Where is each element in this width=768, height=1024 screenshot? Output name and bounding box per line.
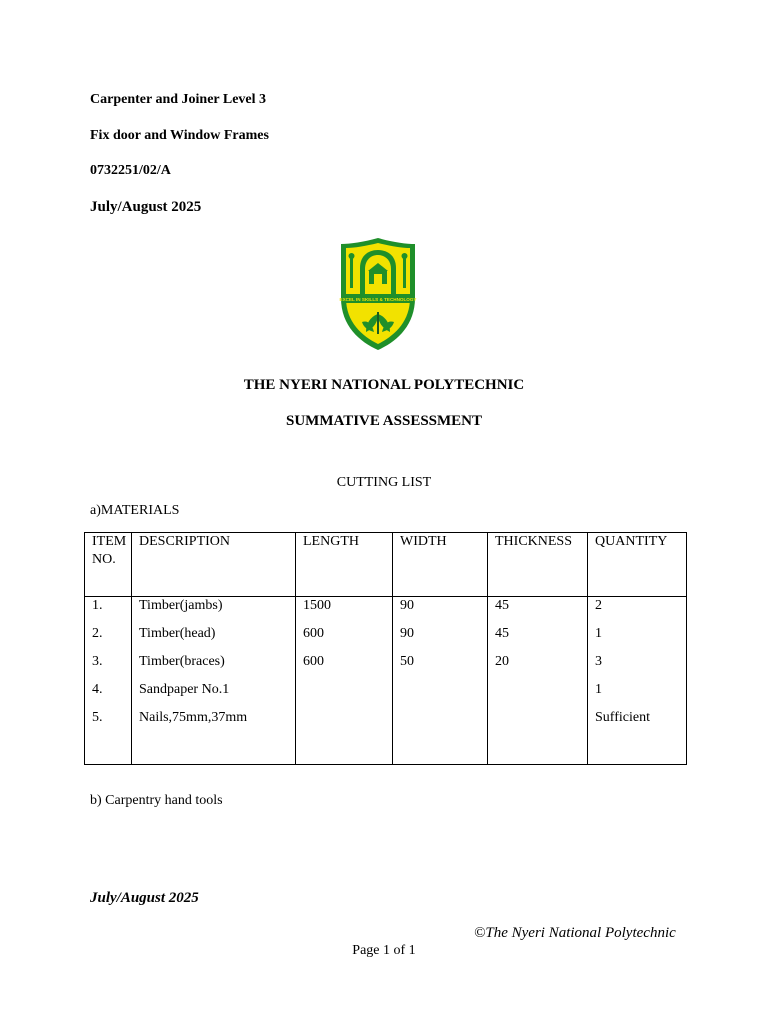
table-cell: 2. bbox=[92, 626, 103, 641]
item-no-column bbox=[85, 597, 132, 765]
header-description: DESCRIPTION bbox=[132, 533, 296, 597]
assessment-title: SUMMATIVE ASSESSMENT bbox=[285, 413, 483, 429]
section-b-heading: b) Carpentry hand tools bbox=[90, 793, 223, 808]
table-cell: Timber(jambs) bbox=[139, 598, 223, 613]
table-cell: Sufficient bbox=[595, 710, 650, 725]
polytechnic-logo bbox=[338, 236, 418, 352]
table-cell: 600 bbox=[303, 626, 324, 641]
institution-name: THE NYERI NATIONAL POLYTECHNIC bbox=[243, 377, 525, 393]
header-thickness: THICKNESS bbox=[488, 533, 588, 597]
unit-title: Fix door and Window Frames bbox=[90, 128, 269, 143]
table-cell: 4. bbox=[92, 682, 103, 697]
header-length: LENGTH bbox=[296, 533, 393, 597]
table-cell bbox=[495, 681, 587, 709]
quantity-column bbox=[588, 597, 687, 765]
header-width: WIDTH bbox=[393, 533, 488, 597]
table-cell: Timber(braces) bbox=[139, 654, 225, 669]
table-cell: 90 bbox=[400, 598, 414, 613]
table-cell bbox=[303, 681, 392, 709]
table-cell: Sandpaper No.1 bbox=[139, 682, 230, 697]
table-cell: 45 bbox=[495, 598, 509, 613]
table-cell bbox=[400, 709, 487, 737]
paper-code: 0732251/02/A bbox=[90, 163, 171, 178]
table-cell: 1. bbox=[92, 598, 103, 613]
description-column bbox=[132, 597, 296, 765]
footer-copyright: ©The Nyeri National Polytechnic bbox=[474, 925, 676, 941]
table-cell: 20 bbox=[495, 654, 509, 669]
exam-date: July/August 2025 bbox=[90, 199, 202, 215]
page-number: Page 1 of 1 bbox=[352, 943, 416, 958]
table-cell: 1 bbox=[595, 626, 602, 641]
table-cell: 3 bbox=[595, 654, 602, 669]
table-cell: Nails,75mm,37mm bbox=[139, 710, 248, 725]
table-cell: 50 bbox=[400, 654, 414, 669]
header-item-no: ITEM NO. bbox=[85, 533, 132, 597]
table-cell: 45 bbox=[495, 626, 509, 641]
table-cell: 90 bbox=[400, 626, 414, 641]
table-cell: 5. bbox=[92, 710, 103, 725]
width-column bbox=[393, 597, 488, 765]
table-header-row bbox=[85, 533, 687, 597]
table-cell bbox=[400, 681, 487, 709]
table-body-row bbox=[85, 597, 687, 765]
footer-date: July/August 2025 bbox=[90, 890, 199, 906]
materials-table bbox=[84, 532, 687, 765]
table-cell: 3. bbox=[92, 654, 103, 669]
table-cell: 2 bbox=[595, 598, 602, 613]
table-cell bbox=[495, 709, 587, 737]
thickness-column bbox=[488, 597, 588, 765]
table-cell: Timber(head) bbox=[139, 626, 216, 641]
table-cell: 1 bbox=[595, 682, 602, 697]
section-a-heading: a)MATERIALS bbox=[90, 503, 180, 518]
header-quantity: QUANTITY bbox=[588, 533, 687, 597]
cutting-list-title: CUTTING LIST bbox=[336, 475, 432, 490]
length-column bbox=[296, 597, 393, 765]
logo-motto: EXCEL IN SKILLS & TECHNOLOGY bbox=[339, 297, 417, 302]
table-cell: 600 bbox=[303, 654, 324, 669]
table-cell: 1500 bbox=[303, 598, 331, 613]
course-title: Carpenter and Joiner Level 3 bbox=[90, 92, 267, 107]
table-cell bbox=[303, 709, 392, 737]
